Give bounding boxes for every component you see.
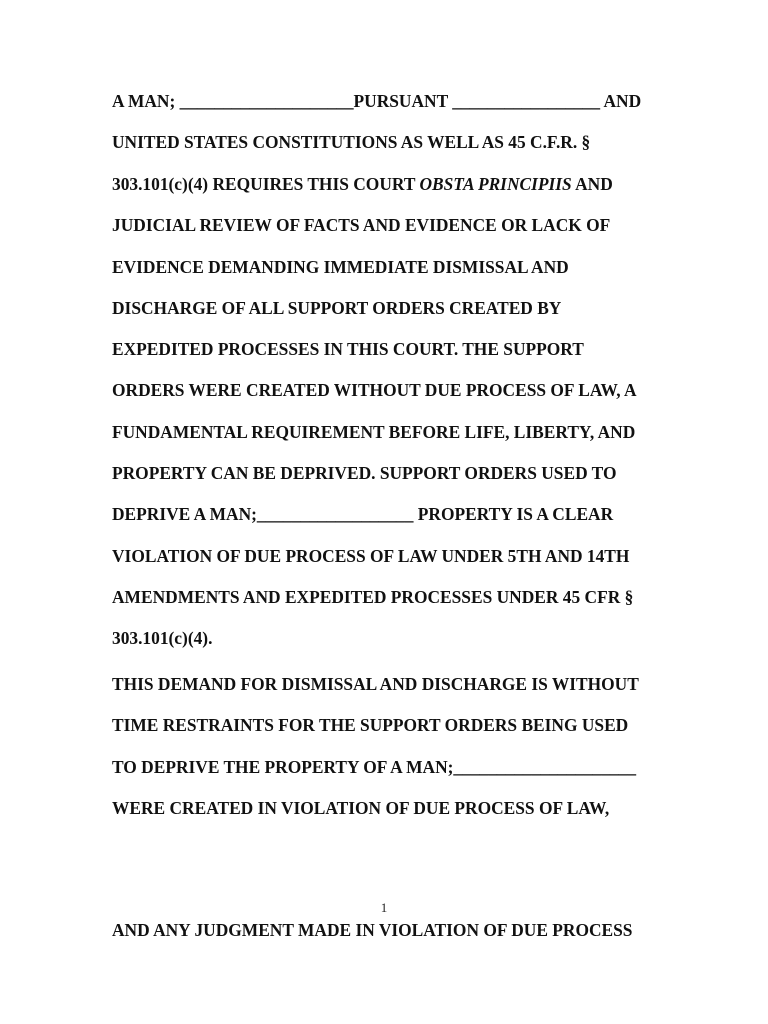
document-line-17: TO DEPRIVE THE PROPERTY OF A MAN;_____________________ [112, 757, 637, 777]
document-line-7: EXPEDITED PROCESSES IN THIS COURT. THE SUPPORT [112, 339, 584, 359]
document-line-3-start: 303.101(c)(4) REQUIRES THIS COURT [112, 174, 420, 194]
document-line-3-end: AND [571, 174, 613, 194]
document-line-6: DISCHARGE OF ALL SUPPORT ORDERS CREATED BY [112, 298, 562, 318]
document-line-11: DEPRIVE A MAN;__________________ PROPERTY IS A CLEAR [112, 504, 614, 524]
document-line-15: THIS DEMAND FOR DISMISSAL AND DISCHARGE IS WITHOUT [112, 674, 639, 694]
page-number: 1 [380, 900, 388, 915]
document-line-4: JUDICIAL REVIEW OF FACTS AND EVIDENCE OR LACK OF [112, 215, 611, 235]
latin-phrase: OBSTA PRINCIPIIS [419, 174, 572, 194]
document-line-5: EVIDENCE DEMANDING IMMEDIATE DISMISSAL AND [112, 257, 569, 277]
document-line-16: TIME RESTRAINTS FOR THE SUPPORT ORDERS BEING USED [112, 715, 629, 735]
document-line-13: AMENDMENTS AND EXPEDITED PROCESSES UNDER 45 CFR § [112, 587, 634, 607]
document-line-18: WERE CREATED IN VIOLATION OF DUE PROCESS OF LAW, [112, 798, 610, 818]
next-page-first-line: AND ANY JUDGMENT MADE IN VIOLATION OF DUE PROCESS [112, 920, 633, 940]
document-line-1: A MAN; ____________________PURSUANT _________________ AND [112, 91, 642, 111]
document-line-8: ORDERS WERE CREATED WITHOUT DUE PROCESS OF LAW, A [112, 380, 637, 400]
document-line-2: UNITED STATES CONSTITUTIONS AS WELL AS 45 C.F.R. § [112, 132, 591, 152]
document-line-12: VIOLATION OF DUE PROCESS OF LAW UNDER 5TH AND 14TH [112, 546, 630, 566]
document-line-3 [112, 174, 613, 194]
document-line-14: 303.101(c)(4). [112, 628, 213, 648]
document-line-10: PROPERTY CAN BE DEPRIVED. SUPPORT ORDERS USED TO [112, 463, 617, 483]
document-line-9: FUNDAMENTAL REQUIREMENT BEFORE LIFE, LIBERTY, AND [112, 422, 636, 442]
